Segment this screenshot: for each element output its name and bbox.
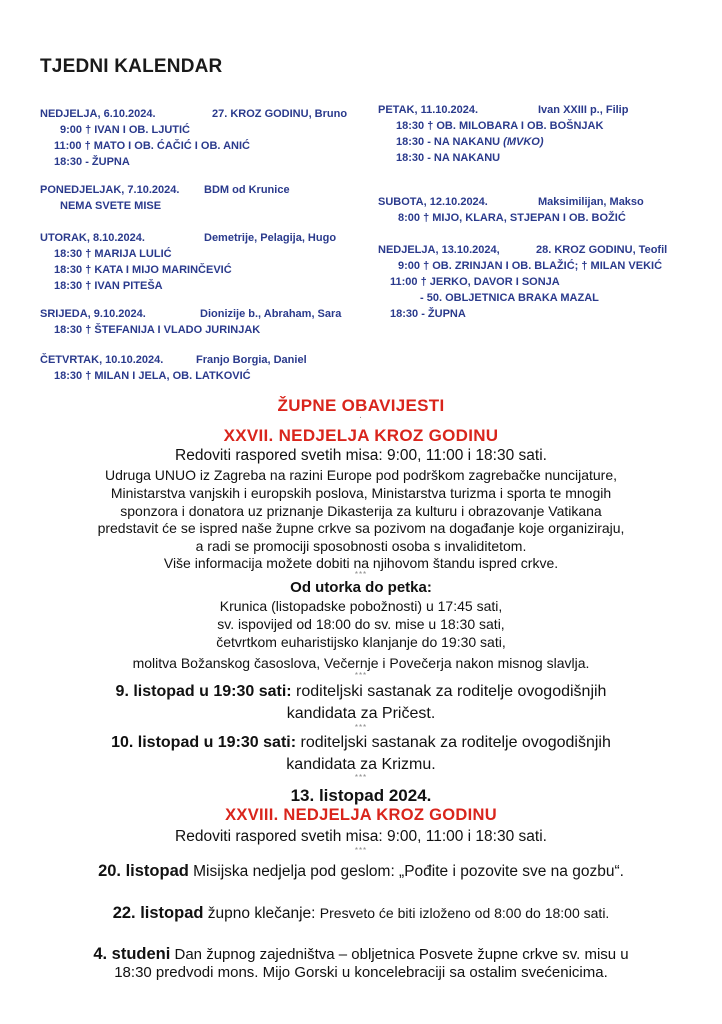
notice-nov-4-line2: 18:30 predvodi mons. Mijo Gorski u koncelebraciji sa ostalim svećenicima. [114,964,608,981]
meeting-text: roditeljski sastanak za roditelje ovogodišnjih [296,734,611,751]
sunday-27-heading: XXVII. NEDJELJA KROZ GODINU [223,426,499,445]
meeting-text: roditeljski sastanak za roditelje ovogodišnjih [291,683,607,700]
notice-text: Dan župnog zajedništva – obljetnica Posvete župne crkve sv. misu u [170,946,629,963]
calendar-day-wednesday-9 [40,306,341,338]
mass-entry: 11:00 † MATO I OB. ĆAČIĆ I OB. ANIĆ [54,140,250,152]
mass-entry: 8:00 † MIJO, KLARA, STJEPAN I OB. BOŽIĆ [398,212,626,224]
day-feast: 28. KROZ GODINU, Teofil [536,244,668,256]
calendar-day-sunday-6 [40,106,347,170]
meeting-date: 9. listopad u 19:30 sati: [115,683,292,700]
unuo-notice-line: Udruga UNUO iz Zagreba na razini Europe pod podrškom zagrebačke nuncijature, [104,467,618,483]
day-date: PONEDJELJAK, 7.10.2024. [40,184,180,196]
day-date: SRIJEDA, 9.10.2024. [40,308,146,320]
mass-entry: 18:30 - NA NAKANU [396,152,501,164]
day-date: UTORAK, 8.10.2024. [40,232,145,244]
calendar-day-saturday-12 [378,194,644,226]
notice-text: župno klečanje: [203,905,320,922]
day-date: ČETVRTAK, 10.10.2024. [40,354,164,366]
notice-oct-20 [0,862,722,881]
meeting-date: 10. listopad u 19:30 sati: [111,734,297,751]
notice-date: 20. listopad [98,862,189,880]
separator-stars: *** [354,570,368,579]
mass-entry: 18:30 † OB. MILOBARA I OB. BOŠNJAK [396,120,604,132]
weekday-line: Krunica (listopadske pobožnosti) u 17:45 sati, [219,598,503,614]
calendar-day-tuesday-8 [40,230,336,294]
mass-entry: - 50. OBLJETNICA BRAKA MAZAL [420,292,599,304]
day-date: PETAK, 11.10.2024. [378,104,479,116]
notice-detail: Presveto će biti izloženo od 8:00 do 18:00 sati. [319,905,610,921]
page-title: TJEDNI KALENDAR [40,56,223,77]
unuo-notice-line: a radi se promociji sposobnosti osoba s invaliditetom. [195,538,527,554]
day-feast: Franjo Borgia, Daniel [196,354,307,366]
calendar-day-sunday-13 [378,242,667,322]
day-feast: BDM od Krunice [204,184,290,196]
separator-dot: · [358,412,364,423]
weekday-line: sv. ispovijed od 18:00 do sv. mise u 18:30 sati, [217,616,505,632]
meeting-confirmation [0,734,722,752]
mass-entry [378,134,628,150]
day-feast: Demetrije, Pelagija, Hugo [204,232,337,244]
mass-entry: 18:30 - ŽUPNA [54,156,130,168]
notice-date: 4. studeni [93,945,171,963]
date-13-october: 13. listopad 2024. [290,786,432,805]
mass-entry-text: 18:30 - NA NAKANU [396,136,501,148]
mass-schedule: Redoviti raspored svetih misa: 9:00, 11:00 i 18:30 sati. [175,447,547,464]
mass-entry: 9:00 † IVAN I OB. LJUTIĆ [60,124,190,136]
weekday-heading: Od utorka do petka: [290,579,432,596]
mass-entry: 11:00 † JERKO, DAVOR I SONJA [390,276,560,288]
notice-oct-22 [0,904,722,923]
day-date: NEDJELJA, 6.10.2024. [40,108,156,120]
separator-stars: *** [354,671,368,680]
sunday-28-heading: XXVIII. NEDJELJA KROZ GODINU [225,806,497,824]
notice-nov-4 [0,945,722,964]
day-date: NEDJELJA, 13.10.2024, [378,244,500,256]
notices-title: ŽUPNE OBAVIJESTI [277,396,445,415]
mass-entry: 18:30 † MILAN I JELA, OB. LATKOVIĆ [54,370,251,382]
mass-entry: 18:30 † MARIJA LULIĆ [54,248,172,260]
day-date: SUBOTA, 12.10.2024. [378,196,488,208]
unuo-notice-line: Ministarstva vanjskih i europskih poslova, Ministarstva turizma i sporta te mnogih [110,485,612,501]
mass-entry: 18:30 † ŠTEFANIJA I VLADO JURINJAK [54,324,261,336]
mass-entry: 18:30 † KATA I MIJO MARINČEVIĆ [54,264,232,276]
mass-entry: 18:30 - ŽUPNA [390,308,466,320]
unuo-notice-line: Više informacija možete dobiti na njihovom štandu ispred crkve. [163,555,559,571]
day-feast: 27. KROZ GODINU, Bruno [212,108,348,120]
notice-date: 22. listopad [112,904,204,922]
day-feast: Maksimilijan, Makso [538,196,644,208]
meeting-confirmation-line2: kandidata za Krizmu. [286,756,436,773]
mass-entry: 18:30 † IVAN PITEŠA [54,280,163,292]
mass-schedule: Redoviti raspored svetih misa: 9:00, 11:00 i 18:30 sati. [175,828,547,845]
weekday-line: molitva Božanskog časoslova, Večernje i Povečerja nakon misnog slavlja. [132,655,590,671]
unuo-notice-line: predstavit će se ispred naše župne crkve sa pozivom na događanje koje organiziraju, [97,520,625,536]
separator-stars: *** [354,846,368,855]
day-feast: Dionizije b., Abraham, Sara [200,308,342,320]
day-feast: Ivan XXIII p., Filip [538,104,629,116]
weekday-line: četvrtkom euharistijsko klanjanje do 19:30 sati, [216,634,506,650]
mass-entry: NEMA SVETE MISE [60,200,162,212]
notice-text: Misijska nedjelja pod geslom: „Pođite i pozovite sve na gozbu“. [188,863,624,880]
meeting-first-communion-line2: kandidata za Pričest. [286,705,436,722]
calendar-day-thursday-10 [40,352,307,384]
unuo-notice-line: sponzora i donatora uz priznanje Dikasterija za kulturu i obrazovanje Vatikana [120,503,602,519]
calendar-day-monday-7 [40,182,290,214]
mass-entry-note: (MVKO) [503,136,544,148]
separator-stars: *** [354,773,368,782]
meeting-first-communion [0,683,722,701]
separator-stars: *** [354,723,368,732]
mass-entry: 9:00 † OB. ZRINJAN I OB. BLAŽIĆ; † MILAN VEKIĆ [398,260,663,272]
calendar-day-friday-11 [378,102,628,166]
